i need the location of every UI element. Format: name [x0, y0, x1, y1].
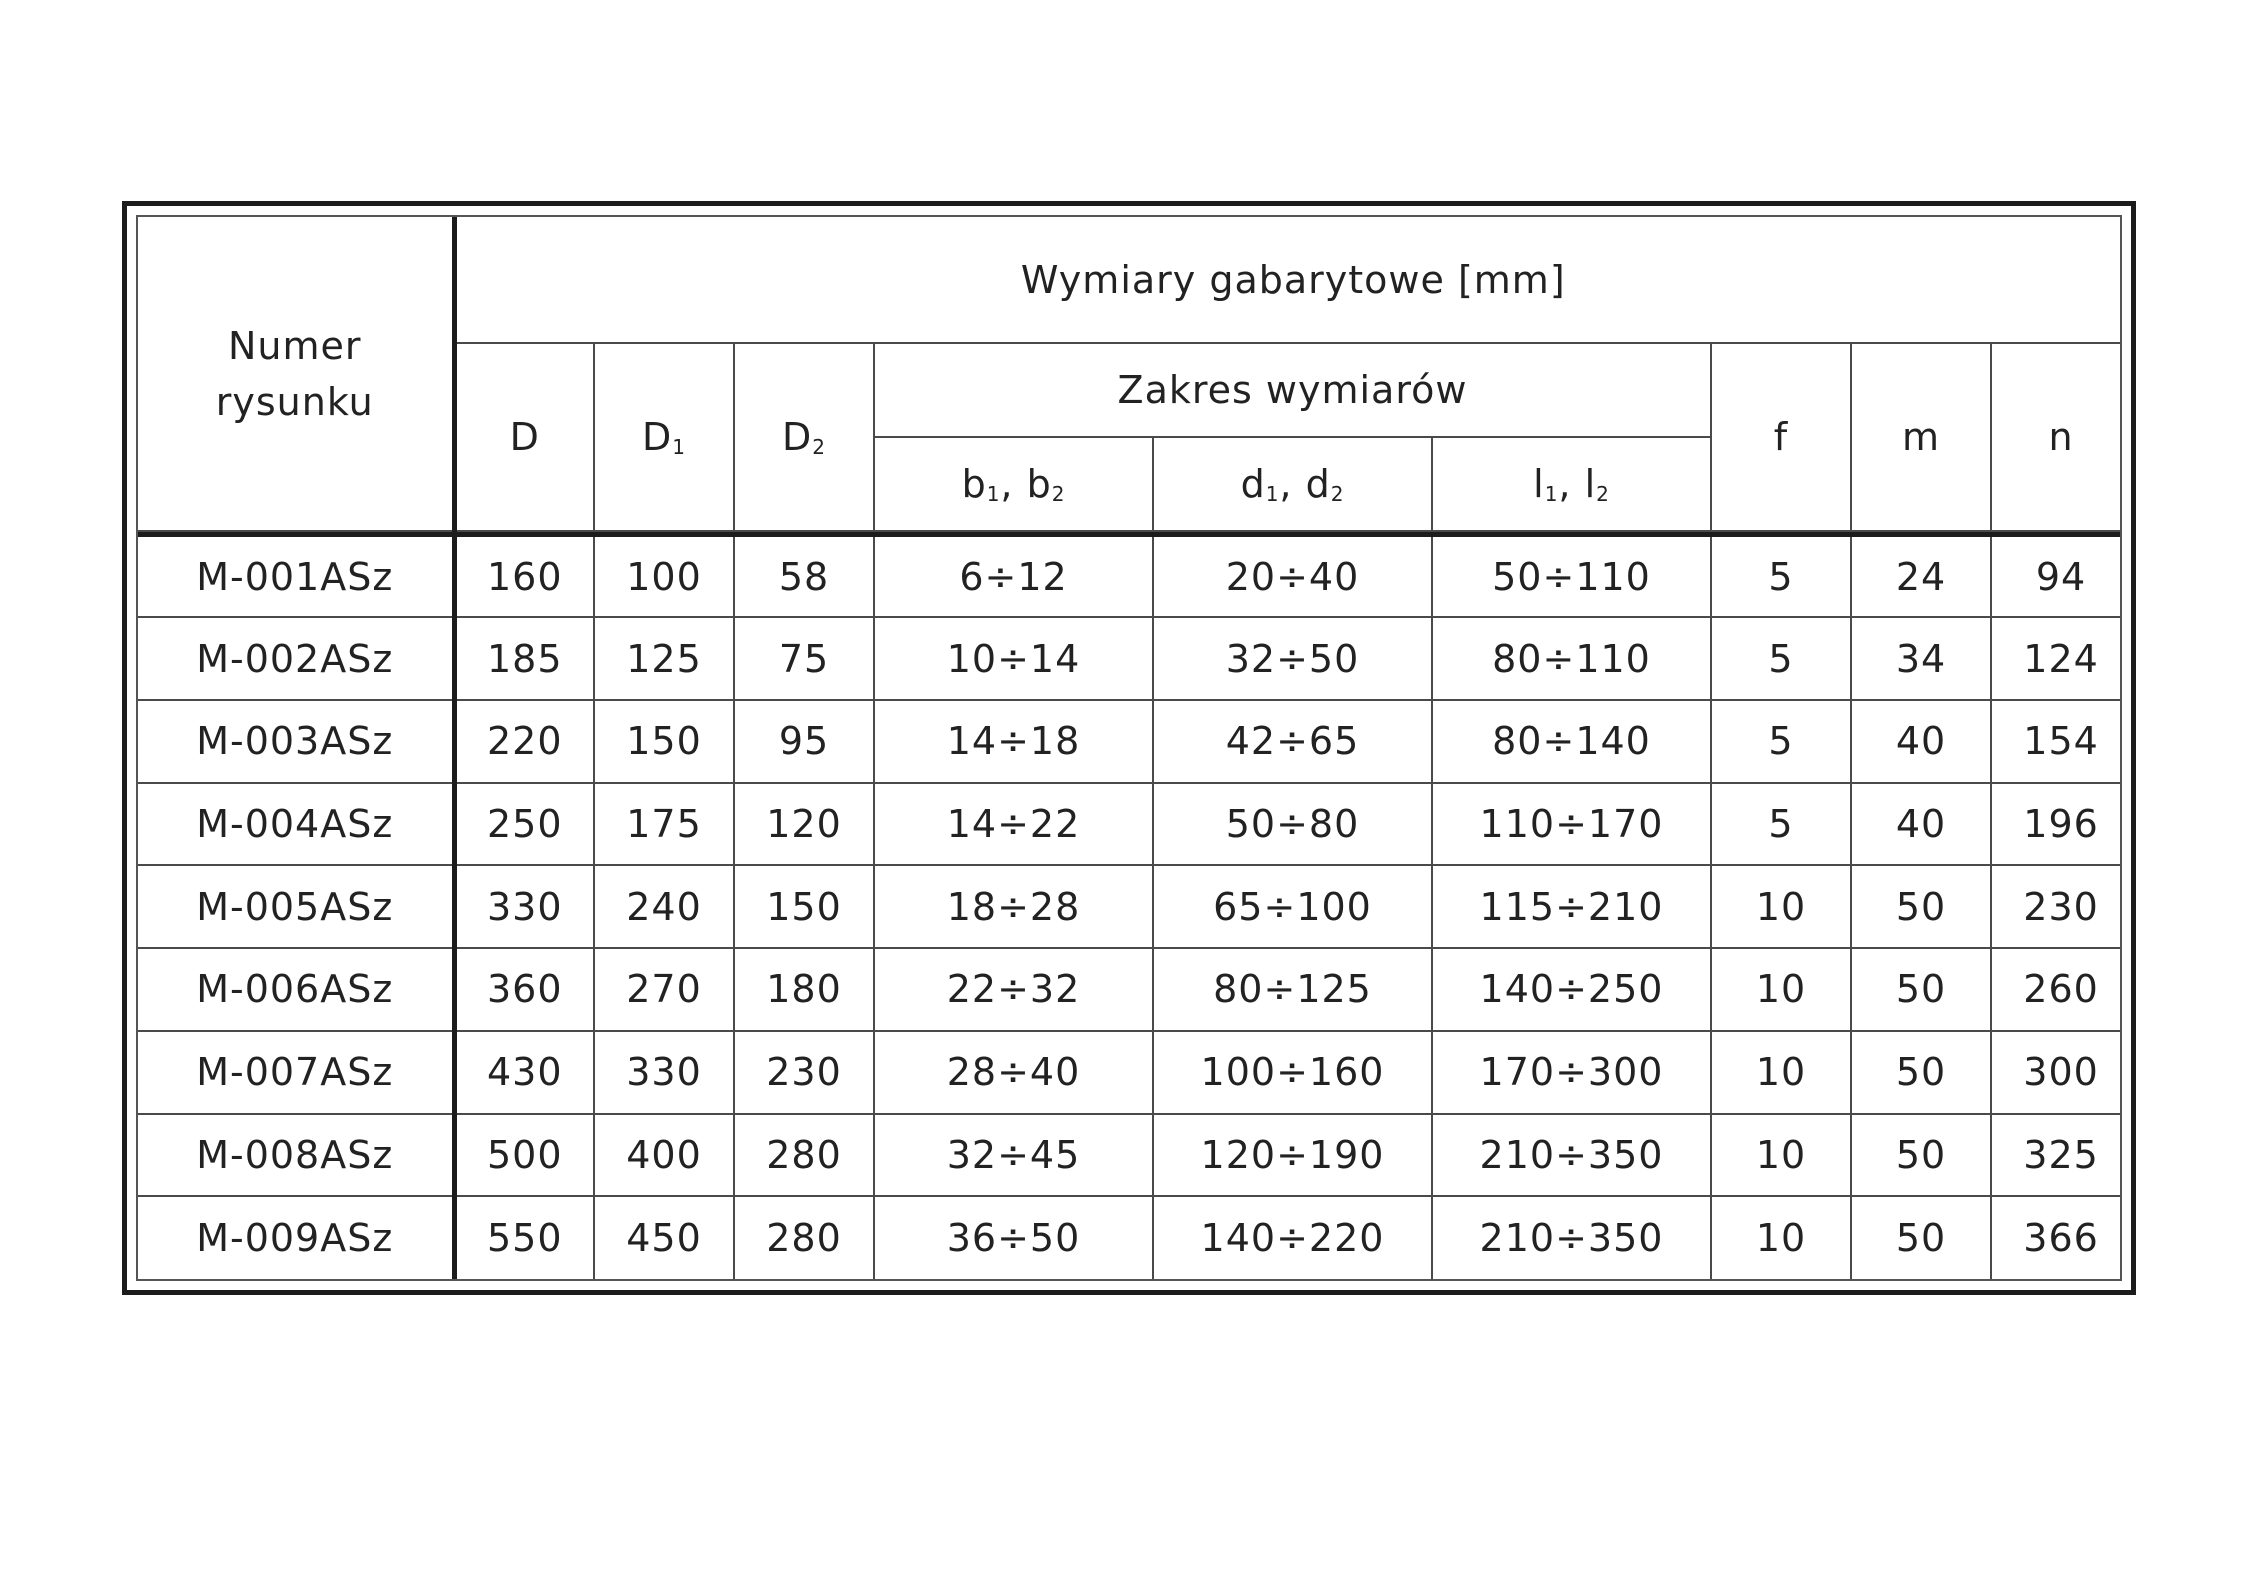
cell-drawing-number: M-006ASz — [138, 948, 454, 1031]
cell-drawing-number: M-009ASz — [138, 1196, 454, 1279]
header-l — [1432, 437, 1711, 531]
cell-l: 210÷350 — [1432, 1114, 1711, 1197]
cell-l: 80÷110 — [1432, 617, 1711, 700]
cell-D2: 75 — [734, 617, 874, 700]
header-b — [874, 437, 1153, 531]
cell-D1: 450 — [594, 1196, 734, 1279]
cell-D: 430 — [454, 1031, 594, 1114]
cell-m: 50 — [1851, 948, 1991, 1031]
cell-D: 185 — [454, 617, 594, 700]
cell-f: 10 — [1711, 948, 1851, 1031]
cell-D1: 270 — [594, 948, 734, 1031]
header-b-sub2: 2 — [1051, 482, 1066, 506]
cell-f: 10 — [1711, 1196, 1851, 1279]
cell-b: 14÷18 — [874, 700, 1153, 783]
cell-D2: 230 — [734, 1031, 874, 1114]
header-d-sub2: 2 — [1330, 482, 1345, 506]
cell-D2: 95 — [734, 700, 874, 783]
cell-m: 50 — [1851, 1031, 1991, 1114]
cell-D1: 150 — [594, 700, 734, 783]
header-b-sub1: 1 — [986, 482, 1001, 506]
cell-l: 50÷110 — [1432, 535, 1711, 618]
cell-f: 5 — [1711, 617, 1851, 700]
cell-drawing-number: M-002ASz — [138, 617, 454, 700]
table-inner-border — [136, 215, 2122, 1281]
cell-l: 170÷300 — [1432, 1031, 1711, 1114]
header-D1 — [594, 343, 734, 531]
cell-n: 300 — [1991, 1031, 2122, 1114]
cell-n: 325 — [1991, 1114, 2122, 1197]
cell-m: 24 — [1851, 535, 1991, 618]
header-d-label: d — [1240, 462, 1266, 506]
cell-drawing-number: M-004ASz — [138, 783, 454, 866]
cell-m: 50 — [1851, 1114, 1991, 1197]
header-d-label2: , d — [1279, 462, 1331, 506]
cell-l: 110÷170 — [1432, 783, 1711, 866]
header-drawing-number-label: Numer rysunku — [215, 323, 374, 424]
cell-D: 220 — [454, 700, 594, 783]
cell-b: 32÷45 — [874, 1114, 1153, 1197]
cell-d: 32÷50 — [1153, 617, 1432, 700]
cell-d: 20÷40 — [1153, 535, 1432, 618]
header-l-label2: , l — [1558, 462, 1597, 506]
header-dimension-range: Zakres wymiarów — [874, 343, 1711, 437]
cell-d: 65÷100 — [1153, 865, 1432, 948]
table-row — [138, 1114, 2122, 1197]
cell-b: 14÷22 — [874, 783, 1153, 866]
cell-l: 115÷210 — [1432, 865, 1711, 948]
table-row — [138, 865, 2122, 948]
dimensions-table — [138, 217, 2122, 1279]
header-n: n — [1991, 343, 2122, 531]
header-l-sub2: 2 — [1596, 482, 1610, 506]
cell-D: 550 — [454, 1196, 594, 1279]
cell-D1: 240 — [594, 865, 734, 948]
cell-d: 100÷160 — [1153, 1031, 1432, 1114]
header-d — [1153, 437, 1432, 531]
header-D2-sub: 2 — [812, 435, 826, 459]
cell-drawing-number: M-001ASz — [138, 535, 454, 618]
cell-D2: 180 — [734, 948, 874, 1031]
header-D2-label: D — [782, 415, 813, 459]
cell-d: 140÷220 — [1153, 1196, 1432, 1279]
cell-l: 210÷350 — [1432, 1196, 1711, 1279]
cell-d: 80÷125 — [1153, 948, 1432, 1031]
cell-D: 500 — [454, 1114, 594, 1197]
cell-d: 120÷190 — [1153, 1114, 1432, 1197]
cell-n: 260 — [1991, 948, 2122, 1031]
cell-D2: 280 — [734, 1196, 874, 1279]
cell-D1: 125 — [594, 617, 734, 700]
cell-D1: 330 — [594, 1031, 734, 1114]
cell-f: 5 — [1711, 700, 1851, 783]
cell-D: 250 — [454, 783, 594, 866]
cell-D2: 280 — [734, 1114, 874, 1197]
cell-D: 360 — [454, 948, 594, 1031]
table-frame — [122, 201, 2136, 1295]
cell-b: 22÷32 — [874, 948, 1153, 1031]
cell-l: 80÷140 — [1432, 700, 1711, 783]
cell-drawing-number: M-008ASz — [138, 1114, 454, 1197]
cell-d: 42÷65 — [1153, 700, 1432, 783]
cell-m: 34 — [1851, 617, 1991, 700]
cell-b: 18÷28 — [874, 865, 1153, 948]
cell-b: 6÷12 — [874, 535, 1153, 618]
header-f: f — [1711, 343, 1851, 531]
cell-D: 330 — [454, 865, 594, 948]
cell-D2: 150 — [734, 865, 874, 948]
table-row — [138, 700, 2122, 783]
header-b-label: b — [961, 462, 987, 506]
header-D1-label: D — [642, 415, 673, 459]
header-drawing-number — [138, 217, 454, 531]
cell-m: 50 — [1851, 865, 1991, 948]
cell-f: 10 — [1711, 1031, 1851, 1114]
header-l-label: l — [1533, 462, 1545, 506]
cell-D1: 400 — [594, 1114, 734, 1197]
cell-f: 5 — [1711, 535, 1851, 618]
table-row — [138, 617, 2122, 700]
cell-b: 28÷40 — [874, 1031, 1153, 1114]
cell-m: 40 — [1851, 700, 1991, 783]
cell-f: 5 — [1711, 783, 1851, 866]
cell-b: 36÷50 — [874, 1196, 1153, 1279]
cell-l: 140÷250 — [1432, 948, 1711, 1031]
header-D: D — [454, 343, 594, 531]
cell-n: 230 — [1991, 865, 2122, 948]
cell-D2: 58 — [734, 535, 874, 618]
cell-D2: 120 — [734, 783, 874, 866]
header-overall-dimensions: Wymiary gabarytowe [mm] — [454, 217, 2122, 343]
cell-n: 124 — [1991, 617, 2122, 700]
cell-n: 154 — [1991, 700, 2122, 783]
cell-drawing-number: M-007ASz — [138, 1031, 454, 1114]
table-row — [138, 1196, 2122, 1279]
header-D2 — [734, 343, 874, 531]
header-d-sub1: 1 — [1265, 482, 1280, 506]
table-row — [138, 1031, 2122, 1114]
cell-D: 160 — [454, 535, 594, 618]
table-row — [138, 535, 2122, 618]
cell-b: 10÷14 — [874, 617, 1153, 700]
cell-drawing-number: M-003ASz — [138, 700, 454, 783]
header-l-sub1: 1 — [1544, 482, 1559, 506]
cell-m: 40 — [1851, 783, 1991, 866]
table-row — [138, 948, 2122, 1031]
cell-m: 50 — [1851, 1196, 1991, 1279]
cell-D1: 175 — [594, 783, 734, 866]
cell-n: 94 — [1991, 535, 2122, 618]
cell-d: 50÷80 — [1153, 783, 1432, 866]
cell-f: 10 — [1711, 1114, 1851, 1197]
header-m: m — [1851, 343, 1991, 531]
header-b-label2: , b — [1000, 462, 1052, 506]
cell-n: 366 — [1991, 1196, 2122, 1279]
cell-n: 196 — [1991, 783, 2122, 866]
table-row — [138, 783, 2122, 866]
cell-drawing-number: M-005ASz — [138, 865, 454, 948]
cell-f: 10 — [1711, 865, 1851, 948]
header-D1-sub: 1 — [672, 435, 686, 459]
cell-D1: 100 — [594, 535, 734, 618]
